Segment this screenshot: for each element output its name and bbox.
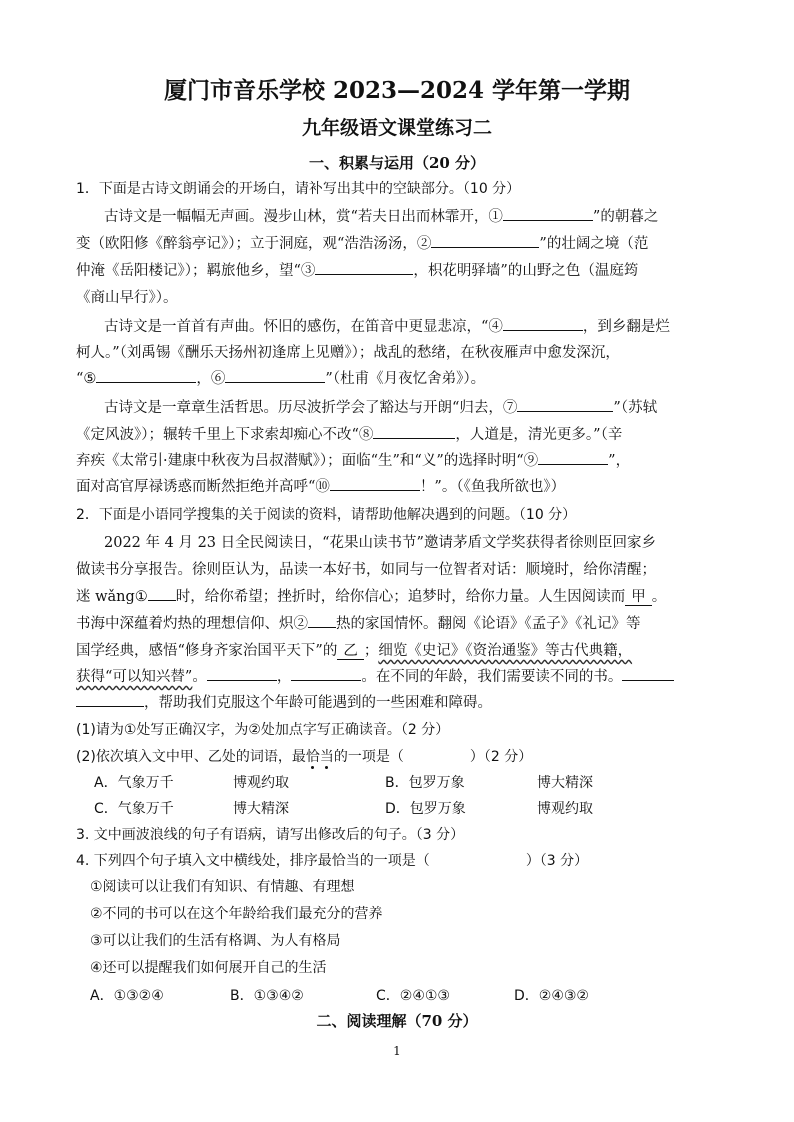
blank-order-4[interactable]	[76, 690, 144, 707]
blank-7[interactable]	[517, 395, 613, 412]
q2-sub2-stem-text: (2)依次填入文中甲、乙处的词语，最恰当的一项是（	[76, 749, 404, 765]
q4-option-d[interactable]: D．②④③②	[514, 988, 589, 1004]
blank-order-2[interactable]	[291, 664, 361, 681]
q2-option-d-word: 博观约取	[537, 801, 593, 817]
blank-order-3[interactable]	[622, 664, 674, 681]
q2-sub2-stem	[76, 744, 532, 770]
q1-p1-line3-end: ，枳花明驿墙”的山野之色（温庭筠	[413, 263, 639, 279]
q4-sentence-1: ①阅读可以让我们有知识、有情趣、有理想	[90, 879, 355, 895]
exam-title: 厦门市音乐学校 2023—2024 学年第一学期	[163, 77, 631, 104]
blank-jia[interactable]: 甲	[625, 589, 652, 606]
blank-order-1[interactable]	[207, 664, 277, 681]
q4-option-c[interactable]: C．②④①③	[376, 988, 450, 1004]
q1-p2-line1	[104, 314, 670, 340]
q4-stem-end: ）（3 分）	[525, 853, 589, 869]
q2-option-a[interactable]	[94, 770, 289, 796]
blank-10[interactable]	[330, 474, 420, 491]
q1-p1-line1-end: ”的朝暮之	[592, 209, 659, 225]
blank-2[interactable]	[431, 231, 539, 248]
q2-passage-line5-sep: ；	[363, 643, 379, 659]
q1-p2-line3-end: ”（杜甫《月夜忆舍弟》）。	[325, 371, 486, 387]
section-heading-1: 一、积累与运用（20 分）	[308, 154, 486, 172]
q4-option-a[interactable]: A．①③②④	[90, 988, 164, 1004]
q1-p1-line1-text: 古诗文是一幅幅无声画。漫步山林，赏“若夫日出而林霏开，①	[104, 209, 503, 225]
blank-9[interactable]	[538, 448, 608, 465]
q1-p2-line3-mid: ，⑥	[196, 371, 226, 387]
q2-passage-line6-period: 。	[192, 669, 207, 685]
q2-passage-line4	[76, 611, 641, 637]
question-2-stem: 2．下面是小语同学搜集的关于阅读的资料，请帮助他解决遇到的问题。（10 分）	[76, 507, 577, 523]
q1-p3-line3-text: 弃疾《太常引·建康中秋夜为吕叔潜赋》）；面临“生”和“义”的选择时明“⑨	[76, 453, 539, 469]
page-number: 1	[393, 1044, 401, 1058]
q2-passage-line3-text: 迷 wǎng①	[76, 589, 148, 605]
emphasis-dot-char: 恰	[305, 749, 320, 765]
q2-passage-line6-text: 。在不同的年龄，我们需要读不同的书。	[361, 669, 623, 685]
q1-p3-line4	[76, 474, 565, 500]
q2-option-d-label: D．包罗万象	[385, 801, 466, 817]
q1-p1-line3	[76, 258, 638, 284]
q1-p1-line2-end: ”的壮阔之境（范	[539, 236, 649, 252]
exam-subtitle: 九年级语文课堂练习二	[301, 117, 492, 139]
q1-p2-line1-text: 古诗文是一首首有声曲。怀旧的感伤，在笛音中更显悲凉，“④	[104, 319, 503, 335]
q2-option-a-label: A．气象万千	[94, 775, 174, 791]
q2-option-c-word: 博大精深	[233, 801, 289, 817]
q4-sentence-3: ③可以让我们的生活有格调、为人有格局	[90, 933, 341, 949]
wavy-sentence-part1: 细览《史记》《资治通鉴》等古代典籍，	[378, 643, 633, 659]
q1-p3-line2-end: ，人道是，清光更多。”（辛	[455, 427, 623, 443]
q1-p3-line1-text: 古诗文是一章章生活哲思。历尽波折学会了豁达与开朗“归去，⑦	[104, 400, 518, 416]
q2-option-b-word: 博大精深	[537, 775, 593, 791]
q1-p1-line3-text: 仲淹《岳阳楼记》）；羁旅他乡，望“③	[76, 263, 316, 279]
q2-option-d[interactable]	[385, 796, 593, 822]
q2-passage-line6	[76, 664, 674, 690]
blank-3[interactable]	[315, 258, 413, 275]
q4-sentence-2: ②不同的书可以在这个年龄给我们最充分的营养	[90, 906, 383, 922]
q2-passage-line4-text: 书海中深蕴着灼热的理想信仰、炽②	[76, 616, 308, 632]
q1-p3-line4-end: ！”。（《鱼我所欲也》）	[419, 479, 566, 495]
q1-p3-line2-text: 《定风波》）；辗转千里上下求索却痴心不改“⑧	[76, 427, 374, 443]
q1-p2-line3-text: “⑤	[76, 371, 97, 387]
q4-sentence-4: ④还可以提醒我们如何展开自己的生活	[90, 960, 327, 976]
blank-char-2[interactable]	[308, 611, 336, 628]
question-4-stem	[76, 848, 588, 874]
q1-p3-line3	[76, 448, 630, 474]
q2-passage-line4-end: 热的家国情怀。翻阅《论语》《孟子》《礼记》等	[336, 616, 641, 632]
blank-4[interactable]	[503, 314, 583, 331]
q2-passage-line5	[76, 638, 632, 664]
q2-option-b-label: B．包罗万象	[385, 775, 465, 791]
section-heading-2: 二、阅读理解（70 分）	[316, 1012, 478, 1030]
question-1-stem: 1．下面是古诗文朗诵会的开场白，请补写出其中的空缺部分。（10 分）	[76, 181, 521, 197]
q2-passage-line7	[76, 690, 492, 716]
q1-p2-line3	[76, 366, 485, 392]
q1-p2-line1-end: ，到乡翻是烂	[582, 319, 670, 335]
q2-option-c-label: C．气象万千	[94, 801, 174, 817]
q4-stem-text: 4. 下列四个句子填入文中横线处，排序最恰当的一项是（	[76, 853, 430, 869]
q4-option-b[interactable]: B．①③④②	[230, 988, 304, 1004]
q2-passage-line5-text: 国学经典，感悟“修身齐家治国平天下”的	[76, 643, 338, 659]
q2-option-c[interactable]	[94, 796, 289, 822]
blank-yi[interactable]: 乙	[337, 643, 364, 660]
blank-1[interactable]	[503, 204, 593, 221]
q1-p3-line1	[104, 395, 657, 421]
q1-p3-line3-end: ”，	[608, 453, 631, 469]
q2-sub2-stem-end: ）（2 分）	[469, 749, 533, 765]
q2-passage-line3	[76, 584, 666, 610]
blank-5[interactable]	[96, 366, 196, 383]
q1-p1-line2-text: 变（欧阳修《醉翁亭记》）；立于洞庭，观“浩浩汤汤，②	[76, 236, 432, 252]
q2-option-a-word: 博观约取	[233, 775, 289, 791]
q2-passage-line6-comma: ，	[276, 669, 292, 685]
blank-6[interactable]	[225, 366, 325, 383]
q1-p3-line1-end: ”（苏轼	[613, 400, 658, 416]
q2-sub1: (1)请为①处写正确汉字，为②处加点字写正确读音。（2 分）	[76, 722, 450, 738]
q2-passage-line3-mid: 时，给你希望；挫折时，给你信心；追梦时，给你力量。人生因阅读而	[175, 589, 626, 605]
q1-p1-line2	[76, 231, 648, 257]
emphasis-dot-char: 当	[319, 749, 334, 765]
q2-passage-line2: 做读书分享报告。徐则臣认为，品读一本好书，如同与一位智者对话：顺境时，给你清醒；	[76, 562, 656, 578]
q1-p2-line2: 柯人。”（刘禹锡《酬乐天扬州初逢席上见赠》）；战乱的愁绪，在秋夜雁声中愈发深沉，	[76, 345, 620, 361]
blank-char-1[interactable]	[148, 584, 176, 601]
q1-p3-line2	[76, 422, 622, 448]
blank-8[interactable]	[373, 422, 455, 439]
q2-option-b[interactable]	[385, 770, 593, 796]
question-3-stem: 3. 文中画波浪线的句子有语病，请写出修改后的句子。（3 分）	[76, 827, 465, 843]
q1-p1-line1	[104, 204, 658, 230]
q1-p3-line4-text: 面对高官厚禄诱惑而断然拒绝并高呼“⑩	[76, 479, 330, 495]
q2-passage-line7-text: ，帮助我们克服这个年龄可能遇到的一些困难和障碍。	[144, 695, 492, 711]
q2-passage-line3-end: 。	[651, 589, 667, 605]
q1-p1-line4: 《商山早行》）。	[76, 290, 178, 306]
wavy-sentence-part2: 获得“可以知兴替”	[76, 669, 193, 685]
q2-passage-line1: 2022 年 4 月 23 日全民阅读日，“花果山读书节”邀请茅盾文学奖获得者徐则臣回家乡	[104, 535, 656, 551]
